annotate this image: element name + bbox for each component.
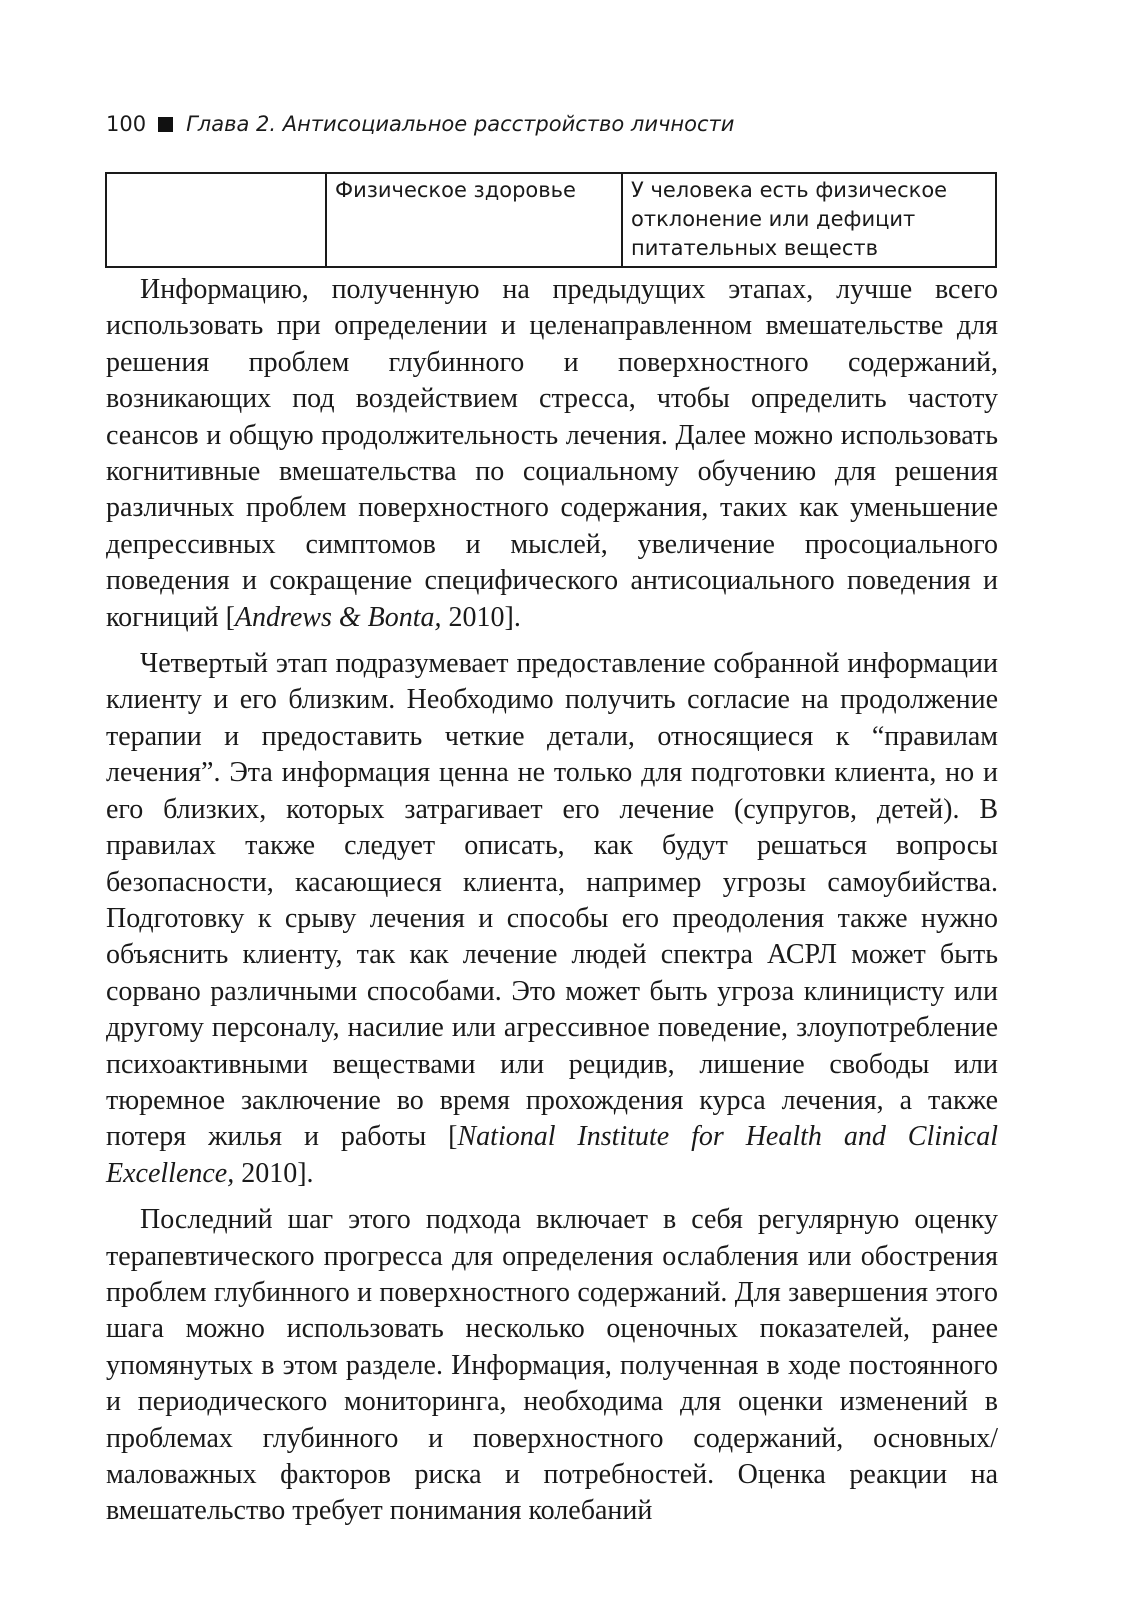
table-cell-domain: Физическое здоровье bbox=[326, 173, 622, 267]
table-cell-description: У человека есть физическое отклонение или дефицит питательных веществ bbox=[622, 173, 996, 267]
citation-year: 2010]. bbox=[234, 1157, 314, 1189]
paragraph bbox=[106, 1202, 998, 1530]
page-number: 100 bbox=[106, 112, 147, 136]
paragraph bbox=[106, 272, 998, 636]
table-cell-empty bbox=[106, 173, 326, 267]
citation-authors: National Institute for Health and Clinical Excellence, bbox=[106, 1121, 998, 1189]
paragraph-text: Четвертый этап подразумевает предоставление собранной информации клиенту и его близким. Необходимо получить согласие на продолжение терапии и предоставить четкие детали, относящиеся к “правилам лечения”. Эта информация ценна не только для подготовки клиента, но и его близких, которых затрагивает его лечение (супругов, детей). В правилах также следует описать, как будут решаться вопросы безопасности, касающиеся клиента, например угрозы самоубийства. Подготовку к срыву лечения и способы его преодоления также нужно объяснить клиенту, так как лечение людей спектра АСРЛ может быть сорвано различными способами. Это может быть угроза клиницисту или другому персоналу, насилие или агрессивное поведение, злоупотребление психоактивными веществами или рецидив, лишение свободы или тюремное заключение во время прохождения курса лечения, а также потеря жилья и работы [ bbox=[106, 648, 998, 1153]
citation-year: 2010]. bbox=[441, 601, 521, 633]
table-row bbox=[106, 173, 996, 267]
criteria-table bbox=[105, 172, 997, 268]
running-head bbox=[106, 106, 1006, 142]
body-text bbox=[106, 272, 998, 1530]
chapter-title: Глава 2. Антисоциальное расстройство личности bbox=[186, 112, 735, 136]
citation-authors: Andrews & Bonta, bbox=[234, 601, 442, 633]
paragraph-text: Последний шаг этого подхода включает в себя регулярную оценку терапевтического прогресса для определения ослабления или обострения проблем глубинного и поверхностного содержаний. Для завершения этого шага можно использовать несколько оценочных показателей, ранее упомянутых в этом разделе. Информация, полученная в ходе постоянного и периодического мониторинга, необходима для оценки изменений в проблемах глубинного и поверхностного содержаний, основных/маловажных факторов риска и потребностей. Оценка реакции на вмешательство требует понимания колебаний bbox=[106, 1204, 998, 1527]
paragraph-text: Информацию, полученную на предыдущих этапах, лучше всего использовать при определении и целенаправленном вмешательстве для решения проблем глубинного и поверхностного содержаний, возникающих под воздействием стресса, чтобы определить частоту сеансов и общую продолжительность лечения. Далее можно использовать когнитивные вмешательства по социальному обучению для решения различных проблем поверхностного содержания, таких как уменьшение депрессивных симптомов и мыслей, увеличение просоциального поведения и сокращение специфического антисоциального поведения и когниций [ bbox=[106, 274, 998, 633]
square-bullet-icon bbox=[158, 117, 173, 132]
paragraph bbox=[106, 646, 998, 1192]
